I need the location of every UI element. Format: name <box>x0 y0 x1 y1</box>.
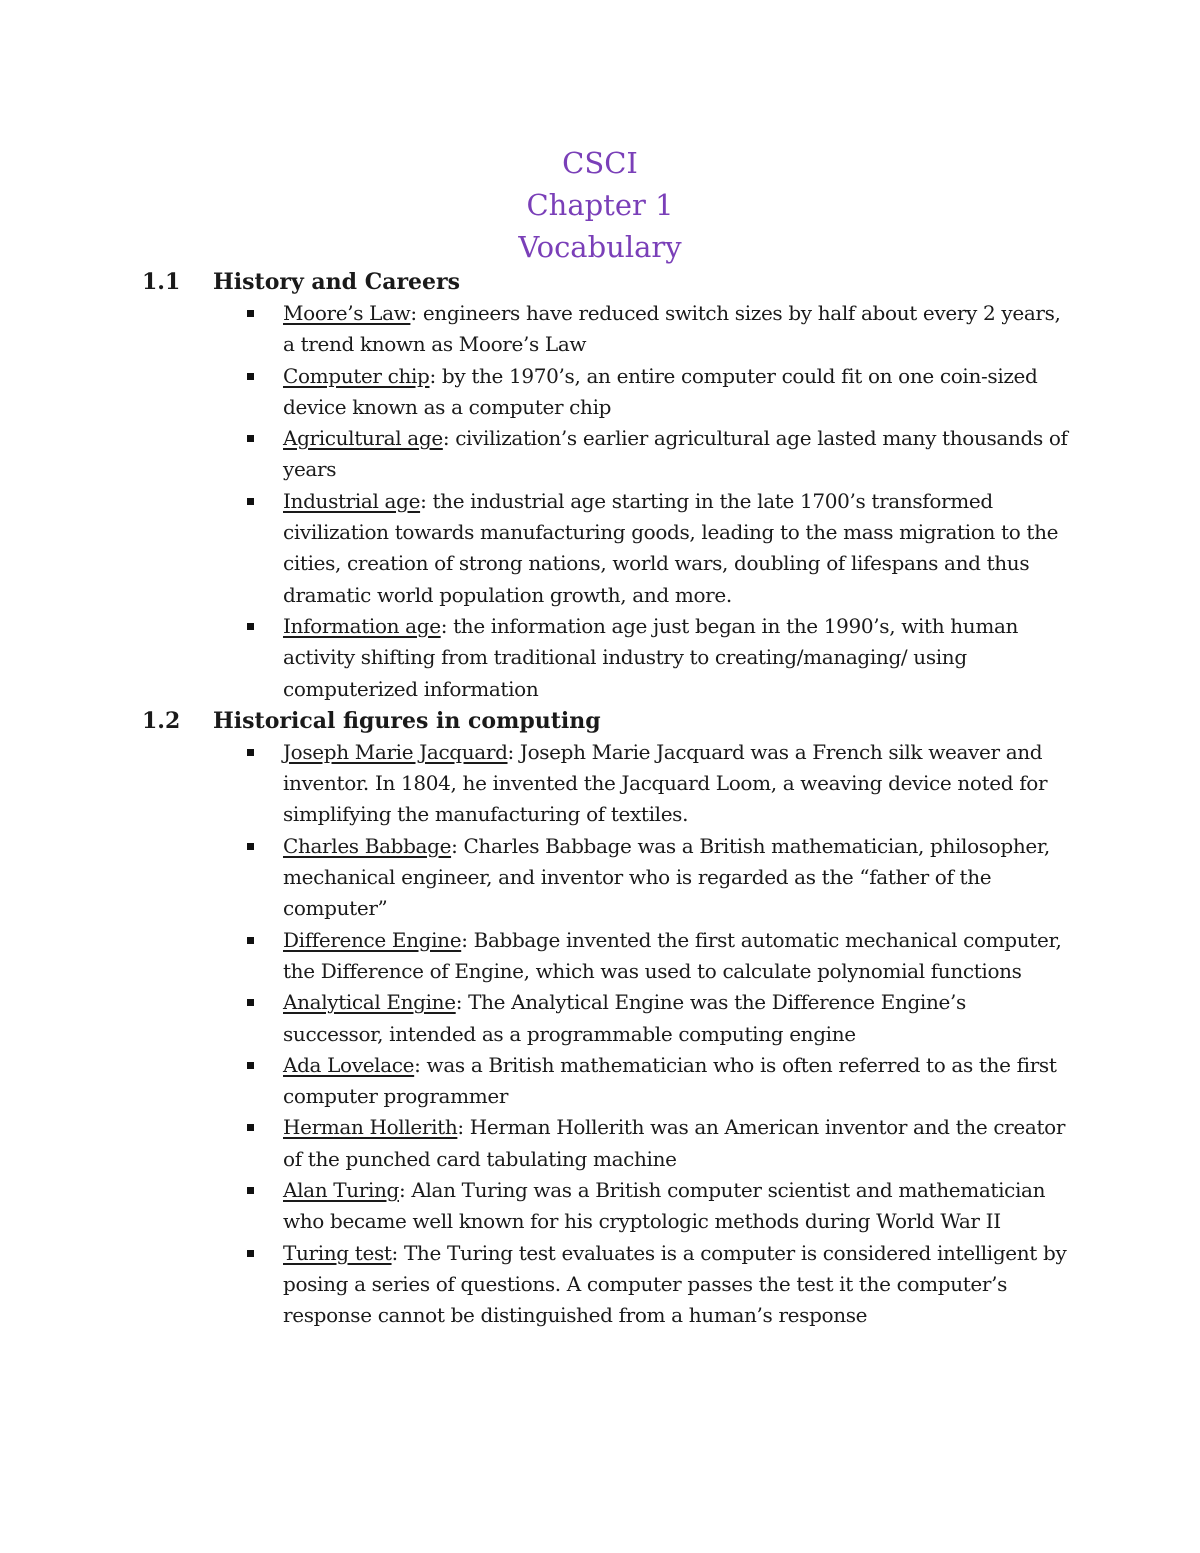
list-item <box>212 1112 1072 1175</box>
square-bullet-icon <box>247 1124 254 1131</box>
vocabulary-term: Information age <box>283 613 441 638</box>
vocabulary-term: Analytical Engine <box>283 990 456 1015</box>
title-course: CSCI <box>562 146 638 180</box>
vocabulary-definition: : Herman Hollerith was an American inventor and the creator of the punched card tabulating machine <box>283 1115 1066 1171</box>
vocabulary-definition: : was a British mathematician who is often referred to as the first computer programmer <box>283 1052 1057 1109</box>
vocabulary-definition: : civilization’s earlier agricultural age lasted many thousands of years <box>283 426 1068 482</box>
list-item <box>212 987 1072 1050</box>
square-bullet-icon <box>247 999 254 1006</box>
document-body <box>142 266 1072 1332</box>
list-item <box>212 298 1072 361</box>
vocabulary-term: Agricultural age <box>283 426 443 451</box>
list-item <box>212 737 1072 831</box>
list-item <box>212 1175 1072 1238</box>
vocabulary-list <box>142 737 1072 1332</box>
vocabulary-definition: : Charles Babbage was a British mathematician, philosopher, mechanical engineer, and inventor who is regarded as the “father of the computer” <box>283 833 1050 921</box>
vocabulary-definition: : Joseph Marie Jacquard was a French silk weaver and inventor. In 1804, he invented the Jacquard Loom, a weaving device noted for simplifying the manufacturing of textiles. <box>283 739 1048 827</box>
square-bullet-icon <box>247 843 254 850</box>
list-item <box>212 1238 1072 1332</box>
vocabulary-term: Alan Turing <box>283 1178 400 1203</box>
square-bullet-icon <box>247 435 254 442</box>
vocabulary-term: Computer chip <box>283 363 430 388</box>
vocabulary-definition: : engineers have reduced switch sizes by half about every 2 years, a trend known as Moore’s Law <box>283 301 1061 357</box>
square-bullet-icon <box>247 498 254 505</box>
vocabulary-term: Joseph Marie Jacquard <box>283 739 508 764</box>
vocabulary-definition: : The Analytical Engine was the Difference Engine’s successor, intended as a programmable computing engine <box>283 990 966 1046</box>
vocabulary-list <box>142 298 1072 705</box>
list-item <box>212 486 1072 611</box>
square-bullet-icon <box>247 749 254 756</box>
section-title: History and Careers <box>213 269 461 295</box>
list-item <box>212 361 1072 424</box>
vocabulary-term: Turing test <box>283 1240 392 1265</box>
vocabulary-definition: : by the 1970’s, an entire computer could fit on one coin-sized device known as a computer chip <box>283 363 1038 419</box>
vocabulary-definition: : The Turing test evaluates is a computer is considered intelligent by posing a series of questions. A computer passes the test it the computer’s response cannot be distinguished from a human’s response <box>283 1240 1067 1328</box>
list-item <box>212 1050 1072 1113</box>
vocabulary-definition: : Alan Turing was a British computer scientist and mathematician who became well known for his cryptologic methods during World War II <box>283 1178 1046 1234</box>
list-item <box>212 423 1072 486</box>
section-heading <box>142 705 1072 737</box>
document-title <box>0 142 1200 268</box>
vocabulary-term: Industrial age <box>283 488 421 513</box>
square-bullet-icon <box>247 310 254 317</box>
vocabulary-definition: : Babbage invented the first automatic mechanical computer, the Difference of Engine, which was used to calculate polynomial functions <box>283 927 1062 983</box>
vocabulary-definition: : the information age just began in the 1990’s, with human activity shifting from traditional industry to creating/managing/ using computerized information <box>283 613 1019 701</box>
vocabulary-term: Herman Hollerith <box>283 1115 458 1140</box>
square-bullet-icon <box>247 373 254 380</box>
vocabulary-term: Ada Lovelace <box>283 1052 415 1077</box>
title-vocabulary: Vocabulary <box>518 230 682 264</box>
square-bullet-icon <box>247 623 254 630</box>
square-bullet-icon <box>247 937 254 944</box>
list-item <box>212 611 1072 705</box>
list-item <box>212 925 1072 988</box>
vocabulary-definition: : the industrial age starting in the late 1700’s transformed civilization towards manufacturing goods, leading to the mass migration to the cities, creation of strong nations, world wars, doubling of lifespans and thus dramatic world population growth, and more. <box>283 488 1059 607</box>
square-bullet-icon <box>247 1187 254 1194</box>
vocabulary-term: Charles Babbage <box>283 833 452 858</box>
section-number: 1.1 <box>142 269 181 295</box>
list-item <box>212 831 1072 925</box>
section-heading <box>142 266 1072 298</box>
vocabulary-term: Difference Engine <box>283 927 462 952</box>
square-bullet-icon <box>247 1062 254 1069</box>
vocabulary-term: Moore’s Law <box>283 301 411 325</box>
section-title: Historical figures in computing <box>213 707 601 734</box>
square-bullet-icon <box>247 1250 254 1257</box>
title-chapter: Chapter 1 <box>526 188 674 222</box>
section-number: 1.2 <box>142 707 181 734</box>
